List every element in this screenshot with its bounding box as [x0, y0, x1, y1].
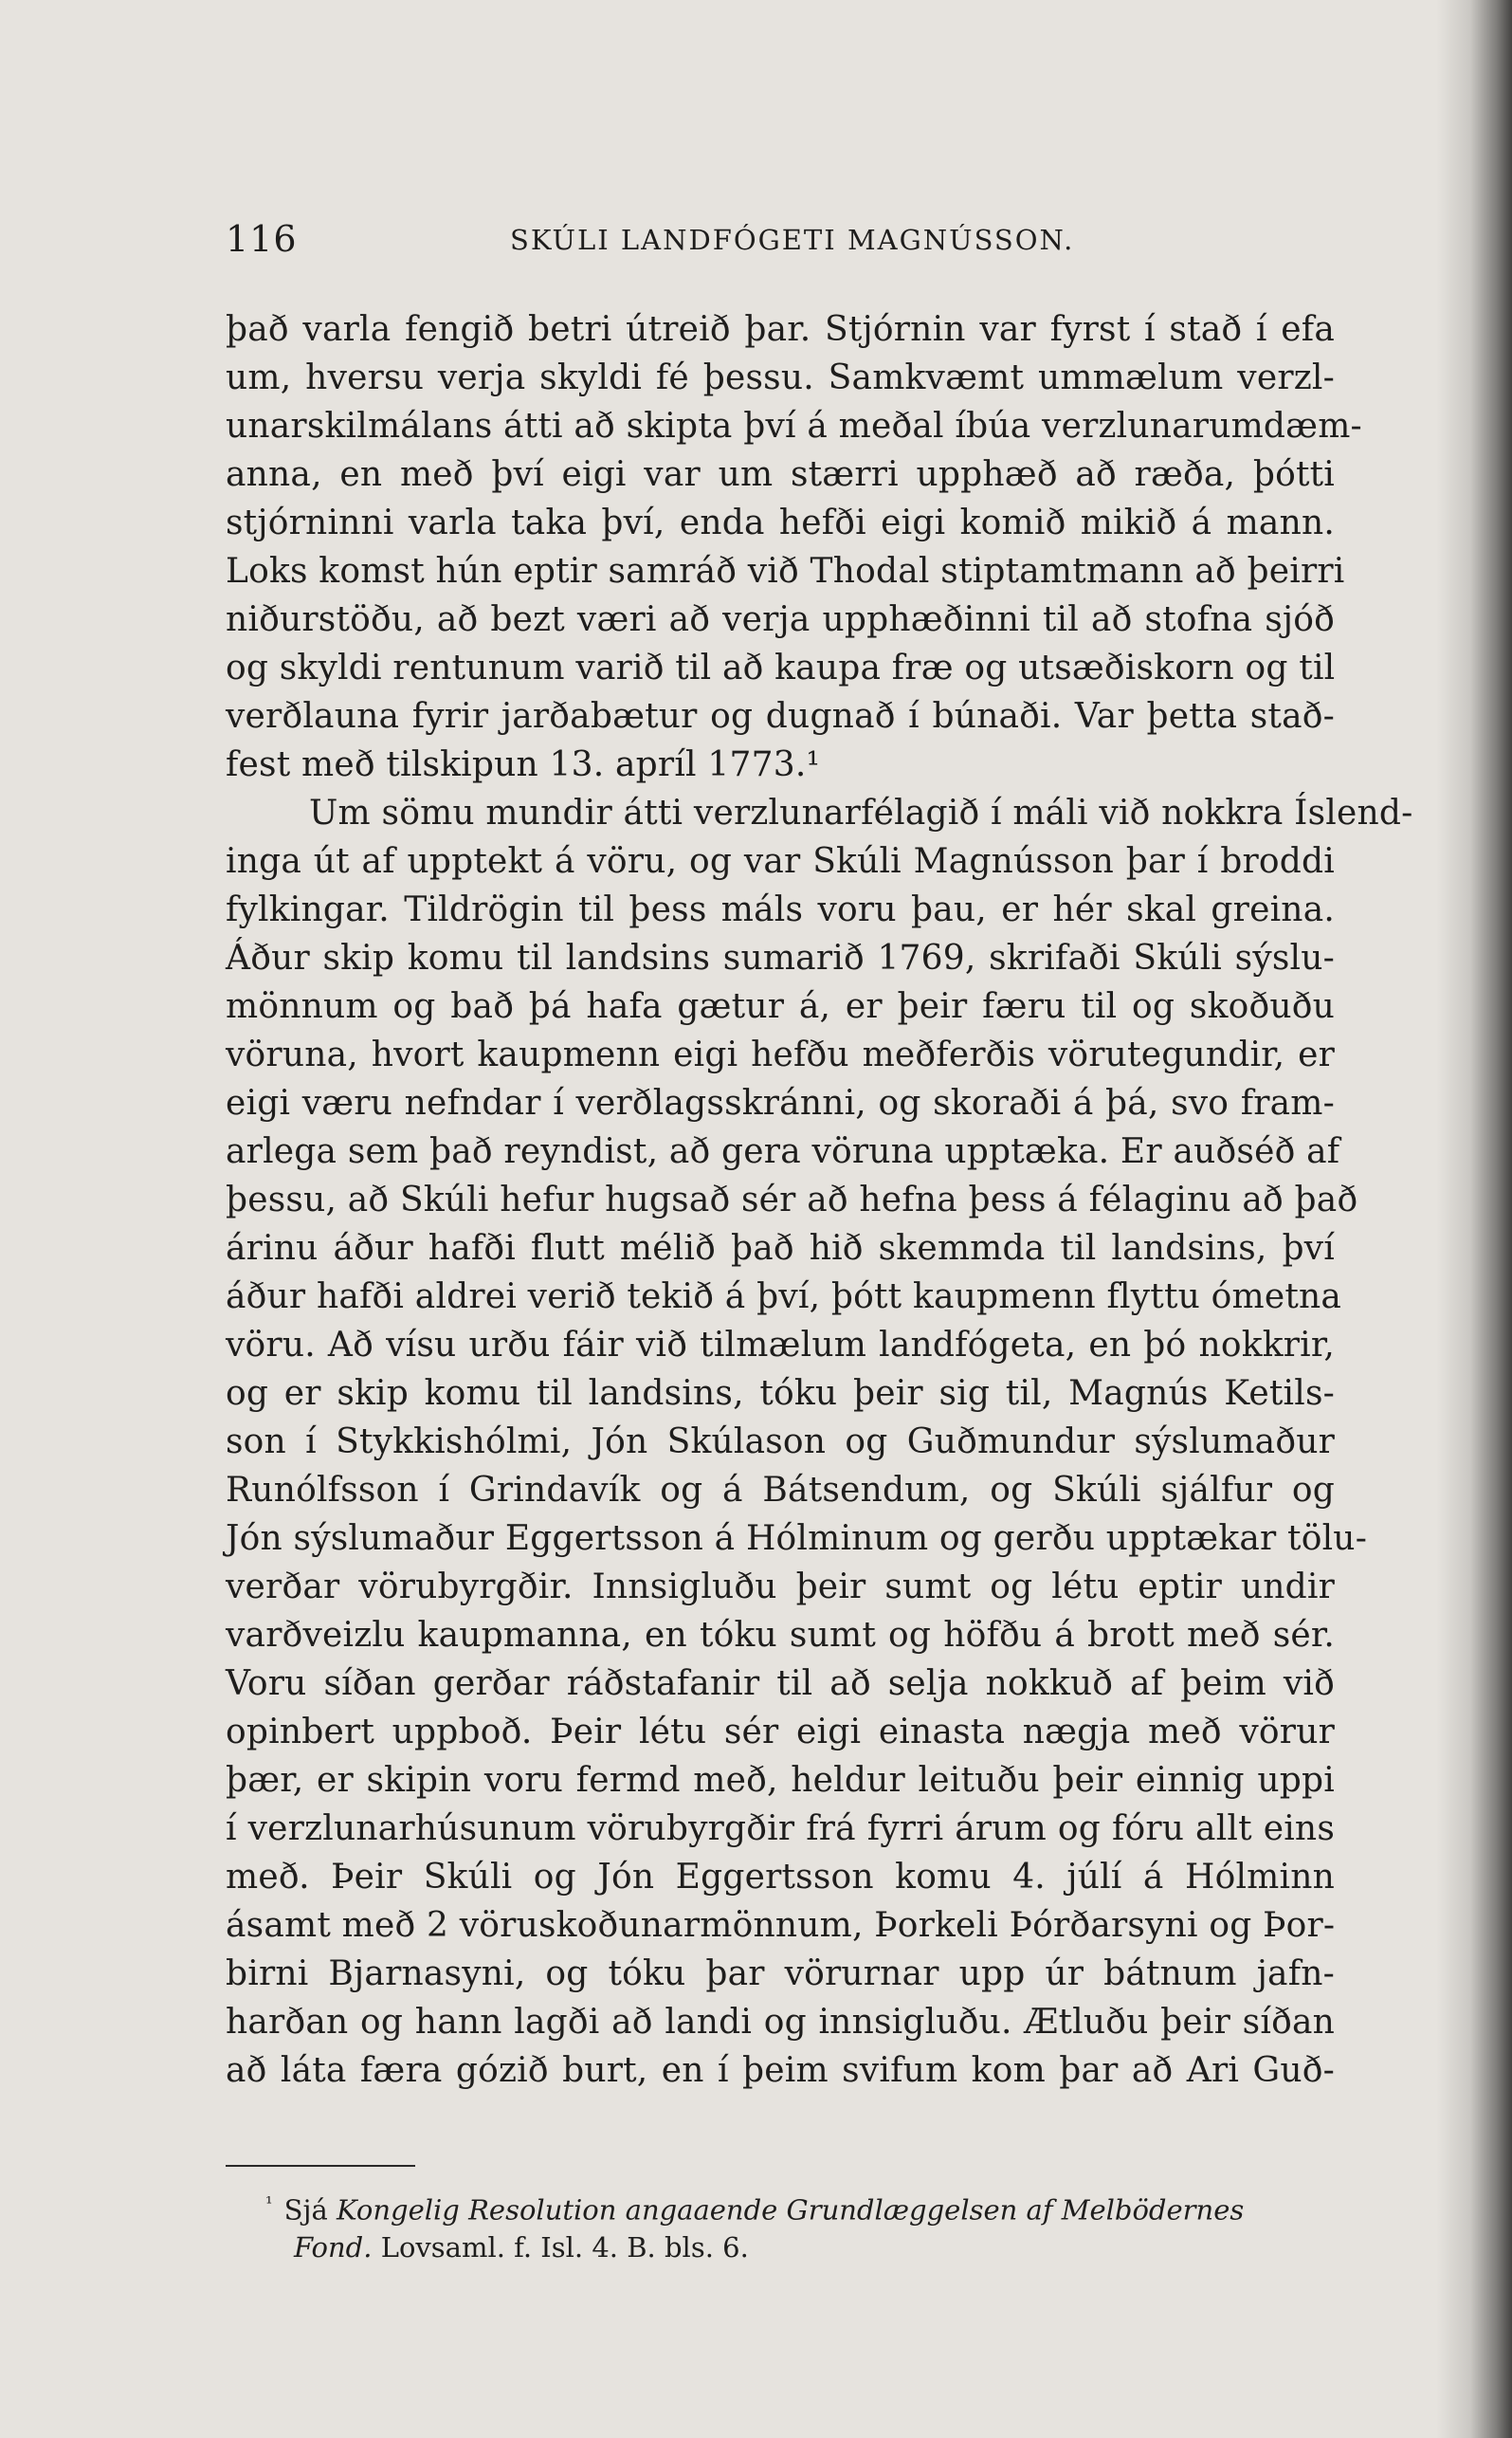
footnote-title-end: Fond.: [294, 2231, 373, 2264]
footnote-title: Kongelig Resolution angaaende Grundlæggelsen af Melbödernes: [337, 2193, 1245, 2227]
text-line: með. Þeir Skúli og Jón Eggertsson komu 4. júlí á Hólminn: [226, 1858, 1335, 1897]
text-line: son í Stykkishólmi, Jón Skúlason og Guðmundur sýslumaður: [226, 1422, 1335, 1461]
text-line: og er skip komu til landsins, tóku þeir sig til, Magnús Ketils-: [226, 1374, 1335, 1413]
text-line: fest með tilskipun 13. apríl 1773.¹: [226, 745, 821, 784]
text-line: mönnum og bað þá hafa gætur á, er þeir færu til og skoðuðu: [226, 987, 1335, 1026]
footnote-line: [226, 2138, 1335, 2182]
running-head: SKÚLI LANDFÓGETI MAGNÚSSON.: [510, 224, 1075, 256]
text-line: Jón sýslumaður Eggertsson á Hólminum og gerðu upptækar tölu-: [226, 1519, 1368, 1558]
text-line: fylkingar. Tildrögin til þess máls voru þau, er hér skal greina.: [226, 890, 1335, 929]
text-line: vöruna, hvort kaupmenn eigi hefðu meðferðis vörutegundir, er: [226, 1036, 1335, 1074]
text-line: Loks komst hún eptir samráð við Thodal stiptamtmann að þeirri: [226, 552, 1345, 591]
body-text: [226, 305, 1413, 2095]
footnote-reference: Lovsaml. f. Isl. 4. B. bls. 6.: [380, 2231, 749, 2264]
text-line: Áður skip komu til landsins sumarið 1769, skrifaði Skúli sýslu-: [226, 939, 1335, 978]
text-line: árinu áður hafði flutt mélið það hið skemmda til landsins, því: [226, 1229, 1335, 1268]
footnote-line: [226, 2226, 1335, 2269]
text-line: vöru. Að vísu urðu fáir við tilmælum landfógeta, en þó nokkrir,: [226, 1326, 1335, 1365]
footnote-mark: ¹: [265, 2193, 273, 2214]
text-line: það varla fengið betri útreið þar. Stjórnin var fyrst í stað í efa: [226, 310, 1335, 349]
footnote-lead: Sjá: [283, 2193, 328, 2227]
text-line: verðar vörubyrgðir. Innsigluðu þeir sumt og létu eptir undir: [226, 1567, 1335, 1606]
text-line: harðan og hann lagði að landi og innsigluðu. Ætluðu þeir síðan: [226, 2003, 1335, 2042]
text-line: anna, en með því eigi var um stærri upphæð að ræða, þótti: [226, 455, 1335, 494]
text-line: birni Bjarnasyni, og tóku þar vörurnar upp úr bátnum jafn-: [226, 1954, 1335, 1993]
text-line: inga út af upptekt á vöru, og var Skúli Magnússon þar í broddi: [226, 842, 1335, 881]
text-line: í verzlunarhúsunum vörubyrgðir frá fyrri árum og fóru allt eins: [226, 1809, 1335, 1848]
text-line: þessu, að Skúli hefur hugsað sér að hefna þess á félaginu að það: [226, 1181, 1358, 1219]
page-spine-shadow: [1436, 0, 1512, 2438]
text-line: og skyldi rentunum varið til að kaupa fræ og utsæðiskorn og til: [226, 649, 1336, 687]
text-line: stjórninni varla taka því, enda hefði eigi komið mikið á mann.: [226, 504, 1335, 542]
text-line: ásamt með 2 vöruskoðunarmönnum, Þorkeli Þórðarsyni og Þor-: [226, 1906, 1336, 1945]
text-line: áður hafði aldrei verið tekið á því, þótt kaupmenn flyttu ómetna: [226, 1277, 1342, 1316]
text-line: arlega sem það reyndist, að gera vöruna upptæka. Er auðséð af: [226, 1132, 1340, 1171]
text-line: opinbert uppboð. Þeir létu sér eigi einasta nægja með vörur: [226, 1713, 1335, 1751]
footnote: [226, 2138, 1335, 2269]
paragraph-start-line: Um sömu mundir átti verzlunarfélagið í máli við nokkra Íslend-: [309, 794, 1413, 833]
footnote-line: [226, 2182, 1335, 2226]
text-line: eigi væru nefndar í verðlagsskránni, og skoraði á þá, svo fram-: [226, 1084, 1335, 1123]
text-line: niðurstöðu, að bezt væri að verja upphæðinni til að stofna sjóð: [226, 600, 1335, 639]
text-line: verðlauna fyrir jarðabætur og dugnað í búnaði. Var þetta stað-: [226, 697, 1335, 736]
page-header: [226, 218, 1344, 266]
text-line: unarskilmálans átti að skipta því á meðal íbúa verzlunarumdæm-: [226, 407, 1362, 446]
text-line: þær, er skipin voru fermd með, heldur leituðu þeir einnig uppi: [226, 1761, 1335, 1800]
text-line: að láta færa gózið burt, en í þeim svifum kom þar að Ari Guð-: [226, 2051, 1335, 2090]
text-line: varðveizlu kaupmanna, en tóku sumt og höfðu á brott með sér.: [226, 1616, 1335, 1655]
text-line: Runólfsson í Grindavík og á Bátsendum, og Skúli sjálfur og: [226, 1471, 1335, 1510]
text-line: um, hversu verja skyldi fé þessu. Samkvæmt ummælum verzl-: [226, 358, 1335, 397]
text-line: Voru síðan gerðar ráðstafanir til að selja nokkuð af þeim við: [226, 1664, 1335, 1703]
page-number: 116: [226, 218, 298, 260]
